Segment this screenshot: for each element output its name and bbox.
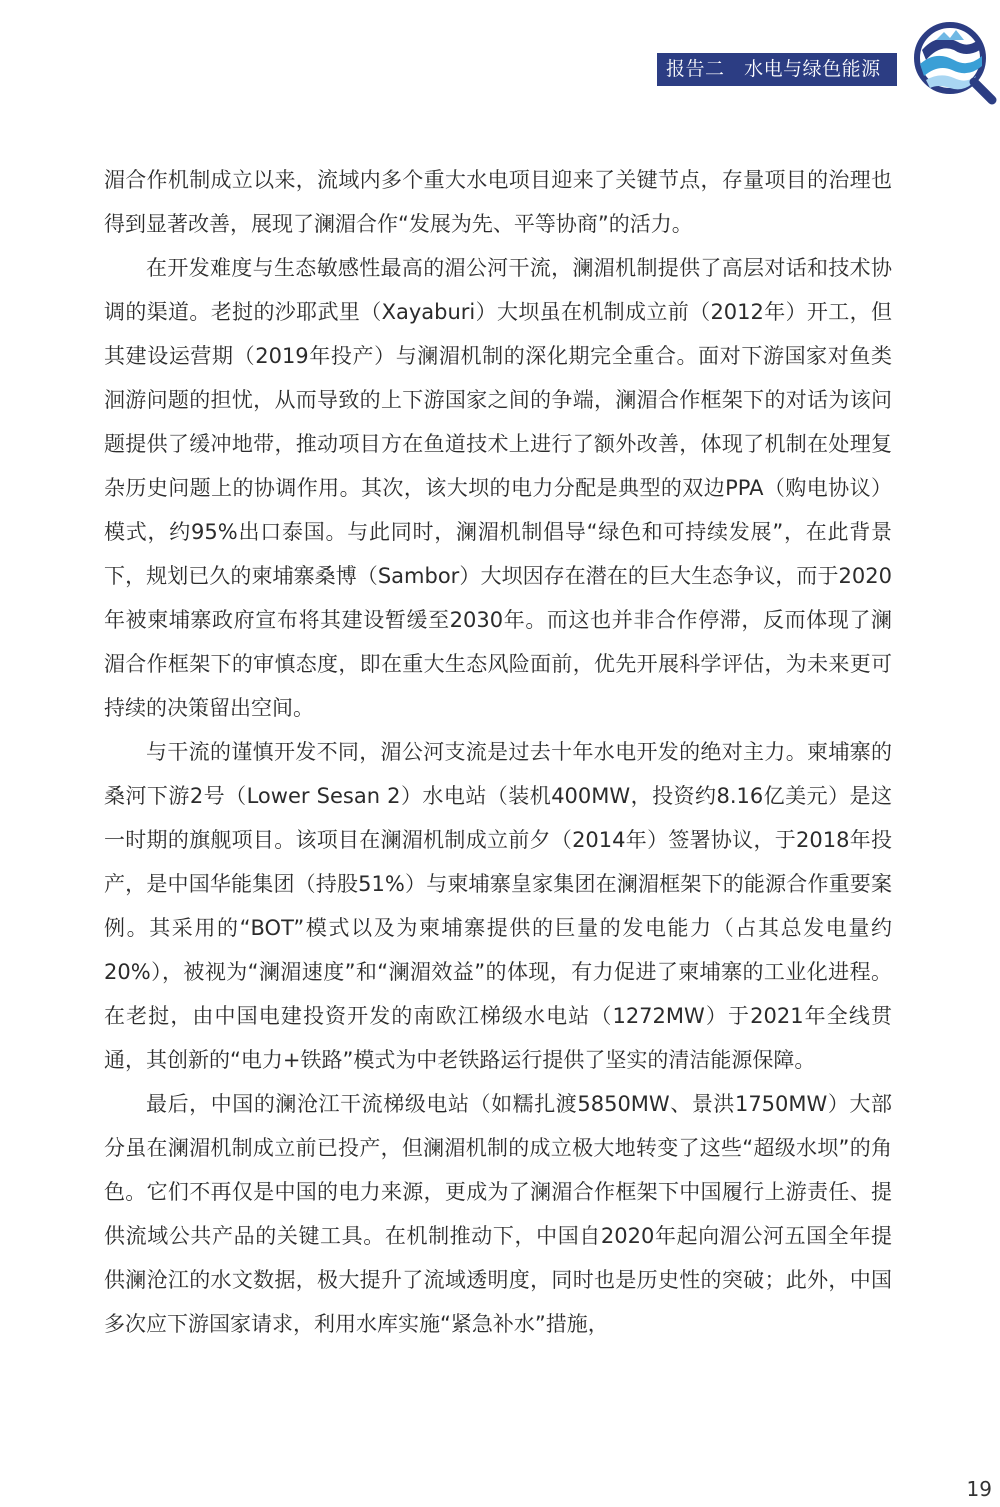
paragraph: 湄合作机制成立以来，流域内多个重大水电项目迎来了关键节点，存量项目的治理也得到显著改善，展现了澜湄合作“发展为先、平等协商”的活力。: [104, 168, 892, 236]
paragraph: 最后，中国的澜沧江干流梯级电站（如糯扎渡5850MW、景洪1750MW）大部分虽在澜湄机制成立前已投产，但澜湄机制的成立极大地转变了这些“超级水坝”的角色。它们不再仅是中国的电力来源，更成为了澜湄合作框架下中国履行上游责任、提供流域公共产品的关键工具。在机制推动下，中国自2020年起向湄公河五国全年提供澜沧江的水文数据，极大提升了流域透明度，同时也是历史性的突破；此外，中国多次应下游国家请求，利用水库实施“紧急补水”措施，: [104, 1092, 892, 1336]
section-header-banner: 报告二 水电与绿色能源: [657, 53, 897, 86]
page-number: 19: [966, 1477, 992, 1501]
paragraph: 与干流的谨慎开发不同，湄公河支流是过去十年水电开发的绝对主力。柬埔寨的桑河下游2号（Lower Sesan 2）水电站（装机400MW，投资约8.16亿美元）是这一时期的旗舰项目。该项目在澜湄机制成立前夕（2014年）签署协议，于2018年投产，是中国华能集团（持股51%）与柬埔寨皇家集团在澜湄框架下的能源合作重要案例。其采用的“BOT”模式以及为柬埔寨提供的巨量的发电能力（占其总发电量约20%），被视为“澜湄速度”和“澜湄效益”的体现，有力促进了柬埔寨的工业化进程。在老挝，由中国电建投资开发的南欧江梯级水电站（1272MW）于2021年全线贯通，其创新的“电力+铁路”模式为中老铁路运行提供了坚实的清洁能源保障。: [104, 740, 892, 1072]
river-magnifier-logo-icon: [910, 20, 998, 106]
paragraph: 在开发难度与生态敏感性最高的湄公河干流，澜湄机制提供了高层对话和技术协调的渠道。老挝的沙耶武里（Xayaburi）大坝虽在机制成立前（2012年）开工，但其建设运营期（2019年投产）与澜湄机制的深化期完全重合。面对下游国家对鱼类洄游问题的担忧，从而导致的上下游国家之间的争端，澜湄合作框架下的对话为该问题提供了缓冲地带，推动项目方在鱼道技术上进行了额外改善，体现了机制在处理复杂历史问题上的协调作用。其次，该大坝的电力分配是典型的双边PPA（购电协议）模式，约95%出口泰国。与此同时，澜湄机制倡导“绿色和可持续发展”，在此背景下，规划已久的柬埔寨桑博（Sambor）大坝因存在潜在的巨大生态争议，而于2020年被柬埔寨政府宣布将其建设暂缓至2030年。而这也并非合作停滞，反而体现了澜湄合作框架下的审慎态度，即在重大生态风险面前，优先开展科学评估，为未来更可持续的决策留出空间。: [104, 256, 892, 720]
article-body: [104, 158, 892, 1346]
